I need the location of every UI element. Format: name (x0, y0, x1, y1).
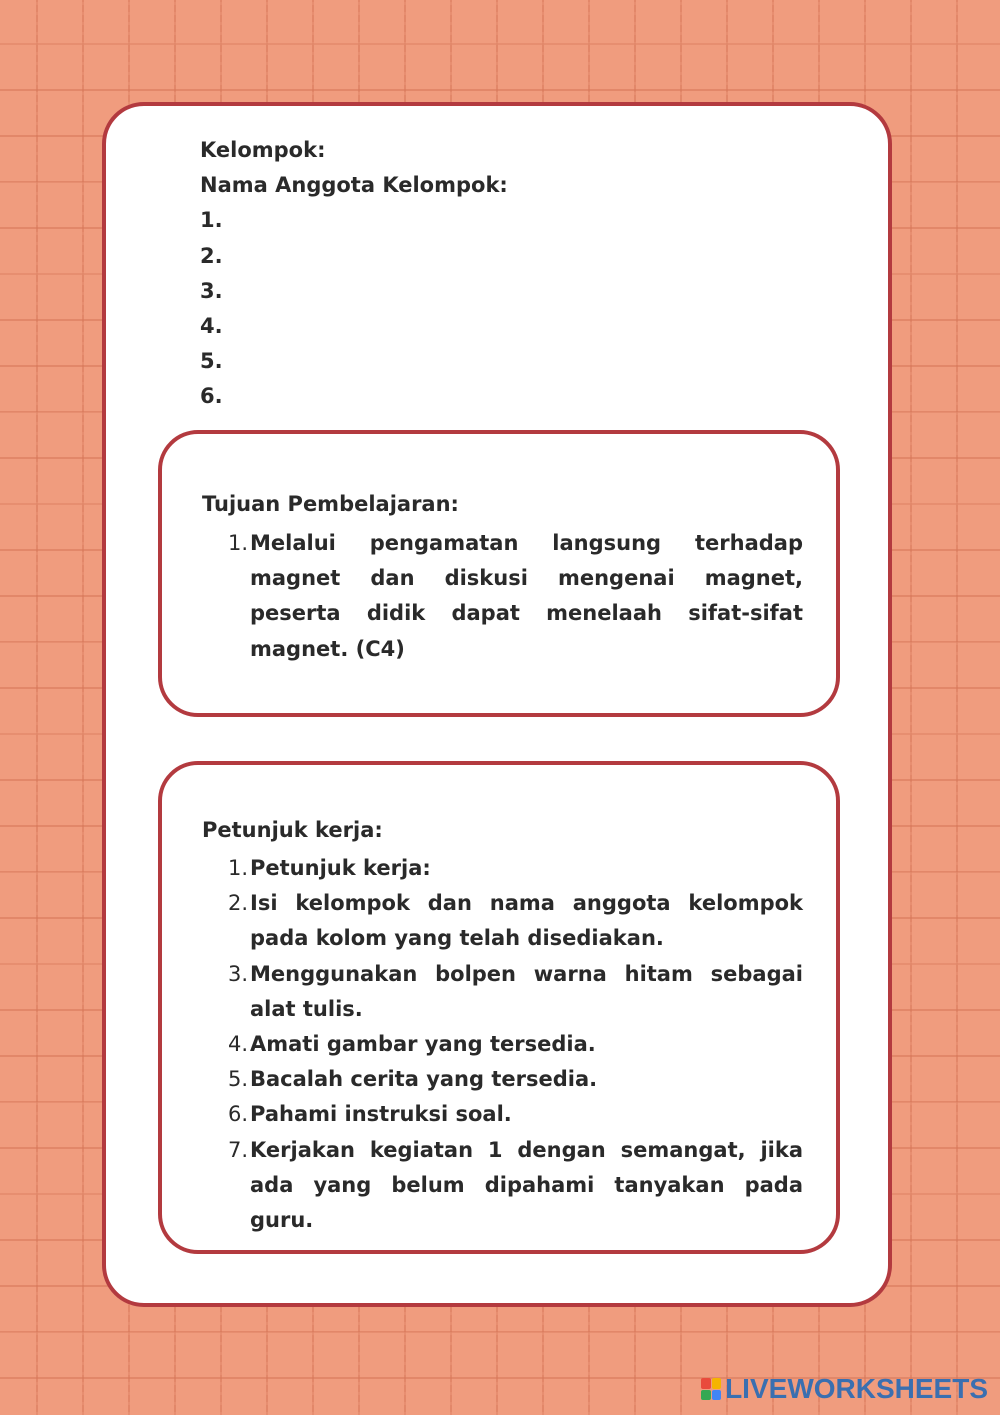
list-text: Bacalah cerita yang tersedia. (250, 1067, 598, 1092)
list-number: 6. (227, 1102, 248, 1127)
list-text: Menggunakan bolpen warna hitam sebagai alat tulis. (250, 961, 803, 1021)
member-number: 6. (200, 384, 223, 409)
list-text: Pahami instruksi soal. (250, 1102, 512, 1127)
list-text: Petunjuk kerja: (250, 856, 431, 880)
list-text: Amati gambar yang tersedia. (250, 1032, 596, 1057)
group-info (200, 133, 760, 415)
learning-goals-title: Tujuan Pembelajaran: (202, 492, 459, 516)
group-label: Kelompok: (200, 138, 326, 162)
list-item (218, 851, 803, 886)
members-label: Nama Anggota Kelompok: (200, 173, 508, 198)
list-number: 1. (227, 531, 248, 555)
learning-goals-list (218, 526, 803, 667)
list-text: Melalui pengamatan langsung terhadap magnet dan diskusi mengenai magnet, peserta didik dapat menelaah sifat-sifat magnet. (C4) (250, 531, 803, 661)
member-number: 4. (200, 314, 223, 339)
list-number: 7. (227, 1137, 248, 1162)
list-number: 2. (227, 891, 248, 916)
list-item (218, 526, 803, 667)
list-item (218, 1133, 803, 1239)
list-text: Kerjakan kegiatan 1 dengan semangat, jika ada yang belum dipahami tanyakan pada guru. (250, 1137, 803, 1233)
list-item (218, 1027, 803, 1062)
list-text: Isi kelompok dan nama anggota kelompok pada kolom yang telah disediakan. (250, 891, 803, 951)
instructions-title: Petunjuk kerja: (202, 818, 383, 842)
list-item (218, 1097, 803, 1132)
list-item (218, 1062, 803, 1097)
list-item (218, 957, 803, 1027)
list-number: 5. (227, 1067, 248, 1092)
member-number: 2. (200, 243, 223, 268)
list-number: 4. (227, 1032, 248, 1057)
learning-goals-box (158, 430, 840, 717)
member-number: 1. (200, 208, 223, 233)
liveworksheets-logo[interactable] (701, 1373, 988, 1405)
list-item (218, 886, 803, 956)
list-number: 3. (227, 961, 248, 986)
instructions-box (158, 761, 840, 1254)
brand-name: LIVEWORKSHEETS (725, 1373, 988, 1404)
member-number: 3. (200, 278, 223, 303)
member-number: 5. (200, 349, 223, 374)
instructions-list (218, 851, 803, 1238)
liveworksheets-icon (701, 1378, 721, 1400)
list-number: 1. (227, 856, 248, 880)
